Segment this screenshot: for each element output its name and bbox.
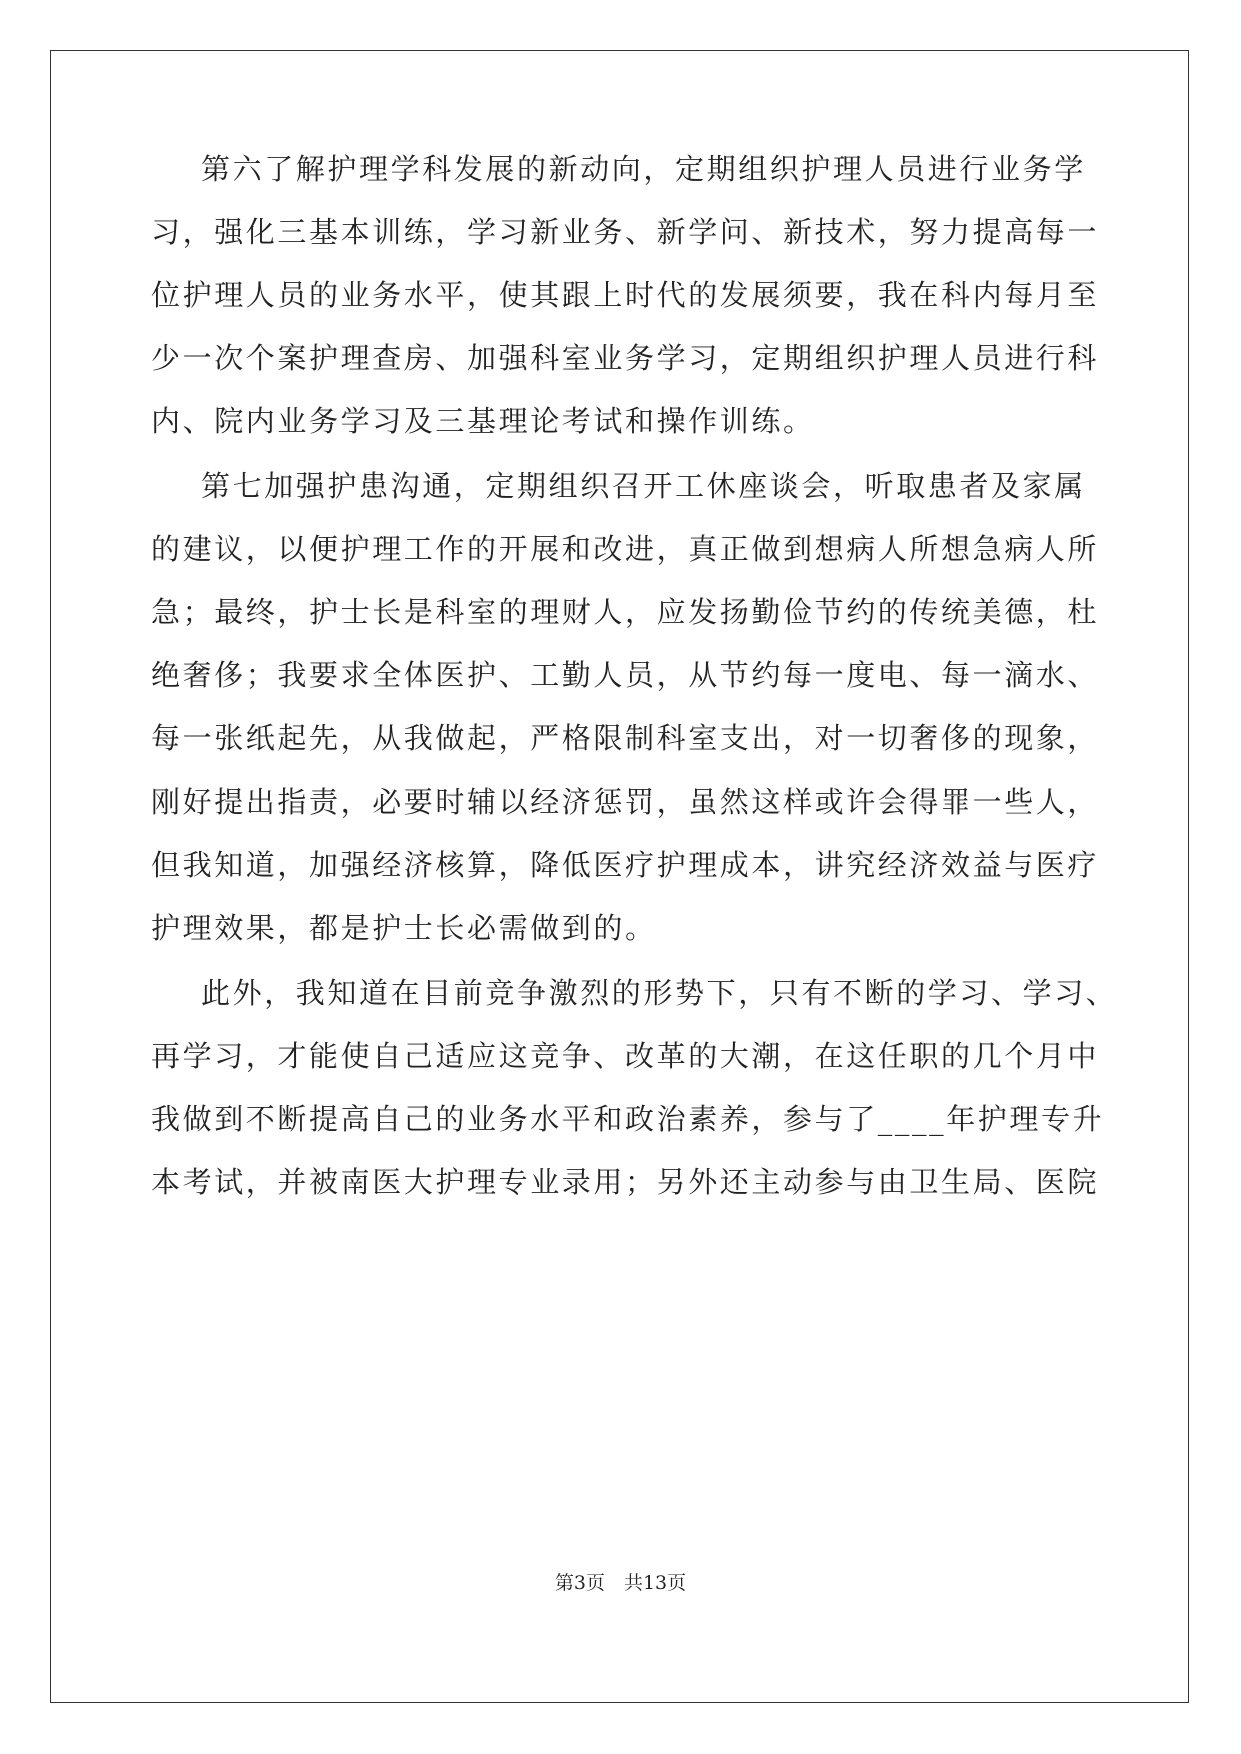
paragraph-line: 的建议，以便护理工作的开展和改进，真正做到想病人所想急病人所 [151, 532, 1100, 566]
paragraph-line: 但我知道，加强经济核算，降低医疗护理成本，讲究经济效益与医疗 [151, 848, 1100, 882]
paragraph-line: 本考试，并被南医大护理专业录用；另外还主动参与由卫生局、医院 [151, 1165, 1100, 1199]
paragraph-line: 急；最终，护士长是科室的理财人，应发扬勤俭节约的传统美德，杜 [151, 595, 1100, 629]
paragraph-line: 再学习，才能使自己适应这竞争、改革的大潮，在这任职的几个月中 [151, 1039, 1100, 1073]
paragraph-line: 内、院内业务学习及三基理论考试和操作训练。 [151, 404, 815, 438]
document-body [51, 51, 1188, 1702]
paragraph-line: 第六了解护理学科发展的新动向，定期组织护理人员进行业务学 [201, 152, 1086, 186]
paragraph-line: 绝奢侈；我要求全体医护、工勤人员，从节约每一度电、每一滴水、 [151, 658, 1100, 692]
page-number-footer: 第3页 共13页 [554, 1572, 687, 1594]
paragraph-line: 每一张纸起先，从我做起，严格限制科室支出，对一切奢侈的现象， [151, 721, 1100, 755]
paragraph-line: 位护理人员的业务水平，使其跟上时代的发展须要，我在科内每月至 [151, 278, 1100, 312]
paragraph-line: 第七加强护患沟通，定期组织召开工休座谈会，听取患者及家属 [201, 469, 1086, 503]
paragraph-line: 此外，我知道在目前竞争激烈的形势下，只有不断的学习、学习、 [201, 976, 1118, 1010]
paragraph-line: 少一次个案护理查房、加强科室业务学习，定期组织护理人员进行科 [151, 341, 1100, 375]
paragraph-line: 我做到不断提高自己的业务水平和政治素养，参与了____年护理专升 [151, 1102, 1105, 1136]
paragraph-line: 刚好提出指责，必要时辅以经济惩罚，虽然这样或许会得罪一些人， [151, 785, 1100, 819]
paragraph-line: 习，强化三基本训练，学习新业务、新学问、新技术，努力提高每一 [151, 215, 1100, 249]
page-border [50, 50, 1189, 1703]
paragraph-line: 护理效果，都是护士长必需做到的。 [151, 911, 657, 945]
